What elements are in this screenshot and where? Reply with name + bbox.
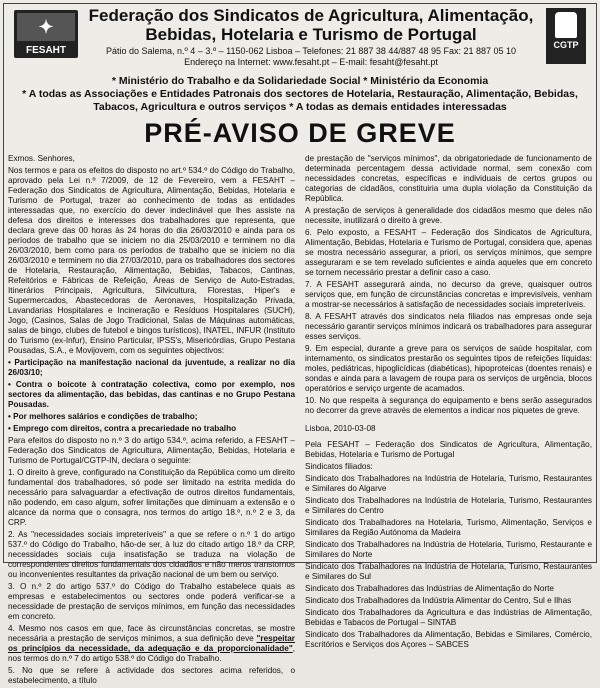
page-border bbox=[3, 3, 597, 563]
paragraph: 8. A FESAHT através dos sindicatos nela filiados nas empresas onde seja necessário garantir serviços mínimos indicará os trabalhadores para assegurar esses serviços. bbox=[305, 312, 592, 341]
organization-address bbox=[86, 46, 536, 68]
affiliate-item: Sindicato dos Trabalhadores na Indústria de Hotelaria, Turismo, Restaurantes e Similares do Centro bbox=[305, 496, 592, 515]
paragraph: 6. Pelo exposto, a FESAHT – Federação dos Sindicatos de Agricultura, Alimentação, Bebidas, Hotelaria e Turismo de Portugal, considera que, apenas se mostra necessário assegurar, a priori, os serviços mínimos, que sempre asseguraram e se tem revelado suficientes e ainda aqueles que em concreto se tornem necessário prestar a definir caso a caso. bbox=[305, 228, 592, 277]
document-title: PRÉ-AVISO DE GREVE bbox=[144, 118, 456, 148]
paragraph: 5. No que se refere à actividade dos sectores acima referidos, o estabelecimento, a título bbox=[8, 666, 295, 685]
objective-item: • Por melhores salários e condições de trabalho; bbox=[8, 412, 198, 421]
affiliate-item: Sindicato dos Trabalhadores das Indústrias de Alimentação do Norte bbox=[305, 584, 554, 593]
addressees-line1: * Ministério do Trabalho e da Solidariedade Social * Ministério da Economia bbox=[111, 75, 489, 87]
affiliate-item: Sindicato dos Trabalhadores na Indústria de Hotelaria, Turismo, Restaurantes e Similares do Sul bbox=[305, 562, 592, 581]
fist-icon bbox=[555, 12, 577, 38]
paragraph: de prestação de "serviços mínimos", da obrigatoriedade de funcionamento de determinada percentagem dessa actividade normal, sem conexão com necessidades concretas, específicas e individuais de certos grupos ou categorias de cidadãos, constituiria uma dupla violação da Constituição da República. bbox=[305, 154, 592, 203]
organization-title-line1: Federação dos Sindicatos de Agricultura, Alimentação, bbox=[88, 6, 534, 25]
addressees-line2: * A todas as Associações e Entidades Patronais dos sectores de Hotelaria, Restauração, Alimentação, Bebidas, bbox=[22, 88, 578, 100]
affiliate-item: Sindicato dos Trabalhadores na Hotelaria, Turismo, Alimentação, Serviços e Similares da Região Autónoma da Madeira bbox=[305, 518, 592, 537]
paragraph-text: , nos termos do n.º 7 do artigo 538.º do Código do Trabalho. bbox=[8, 644, 295, 663]
address-line2: Endereço na Internet: www.fesaht.pt – E-mail: fesaht@fesaht.pt bbox=[184, 57, 438, 67]
paragraph: Nos termos e para os efeitos do disposto no art.º 534.º do Código do Trabalho, aprovado pela Lei n.º 7/2009, de 12 de Fevereiro, vem a FESAHT – Federação dos Sindicatos de Agricultura, Alimentação, Bebidas, Hotelaria e Turismo de Portugal, trazer ao conhecimento de todas as entidades interessadas que, no exercício do dever indeclinável que lhes assiste na defesa dos direitos e interesses dos trabalhadores que representa, que declara greve das 00 horas às 24 horas do dia 26/03/2010 e ainda para os períodos de trabalho que se iniciem no dia 25/03/2010 e terminem no dia 26/03/2010, bem como para os períodos de trabalho que se iniciem no dia 26/03/2010 e terminem no dia 27/03/2010, para os trabalhadores dos sectores de Hotelaria, Restauração, Alimentação, Bebidas, Tabacos, Cantinas, Refeitórios e Fábricas de Refeição, Áreas de Serviço de Auto-Estradas, Itinerários Principais, Agricultura, Silvicultura, Florestas, Hiper's e Supermercados, Abastecedoras de Aeronaves, Hospitalização Privada, Lavandarias Hospitalares e Incineração e Resíduos Hospitalares (SUCH), Jogo, (Casinos, Salas de Jogo Tradicional, Salas de Máquinas automáticas, salas de bingo, clubes de futebol e bingos turísticos), INATEL, INFUR (Instituto do Turismo (ex-Infur), Ensino Particular, IPSS's, Misericórdias, Grupo Pestana Pousadas, S.A., e Movijovem, com os seguintes objectivos: bbox=[8, 166, 295, 355]
affiliate-item: Sindicato dos Trabalhadores da Agricultura e das Indústrias de Alimentação, Bebidas e Tabacos de Portugal – SINTAB bbox=[305, 608, 592, 627]
objective-item: • Participação na manifestação nacional da juventude, a realizar no dia 26/03/10; bbox=[8, 358, 295, 377]
affiliate-item: Sindicato dos Trabalhadores da Alimentação, Bebidas e Similares, Comércio, Escritórios e Serviços dos Açores – SABCES bbox=[305, 630, 592, 649]
paragraph: 1. O direito à greve, configurado na Constituição da República como um direito fundamental dos trabalhadores, só pode ser limitado na estrita medida do necessário para salvaguardar a efectivação de outros direitos fundamentais, não podendo, em caso algum, sofrer limitações que diminuam a extensão e o alcance da norma que o consagra, nos termos do artigo 18.º, n.º 2 e 3, da CRP. bbox=[8, 468, 295, 527]
addressees-line3: Tabacos, Agricultura e outros serviços * A todas as demais entidades interessadas bbox=[93, 101, 507, 113]
date-line: Lisboa, 2010-03-08 bbox=[305, 424, 376, 433]
paragraph: 9. Em especial, durante a greve para os serviços de saúde hospitalar, com internamento, os sindicatos prestarão os seguintes tipos de refeições líquidas: moles, pediátricas, hipoglicídicas (diabéticas), hipoproteicas (doentes renais) e sondas e ainda para a lavagem de roupa para os serviços de urgência, blocos operatórios e serviço urgente de acamados. bbox=[305, 344, 592, 393]
signature-line: Pela FESAHT – Federação dos Sindicatos de Agricultura, Alimentação, Bebidas, Hotelaria e Turismo de Portugal bbox=[305, 440, 592, 459]
paragraph: A prestação de serviços à generalidade dos cidadãos mesmo que deles não necessite, inutilizará o direito à greve. bbox=[305, 206, 592, 225]
fesaht-logo-mark-icon: ✦ bbox=[17, 13, 75, 41]
organization-title bbox=[86, 6, 536, 44]
address-line1: Pátio do Salema, n.º 4 – 3.º – 1150-062 Lisboa – Telefones: 21 887 38 44/887 48 95 Fax: 21 887 05 10 bbox=[105, 46, 517, 56]
emphasized-quote: "respeitar os princípios da necessidade, da adequação e da proporcionalidade" bbox=[8, 634, 295, 653]
paragraph: 2. As "necessidades sociais impreteríveis" a que se refere o n.º 1 do artigo 537.º do Código do Trabalho, hão-de ser, à luz do citado artigo 18.º da CRP, necessidades sociais cuja insatisfação se traduza na violação de correspondentes direitos fundamentais dos cidadãos e não meros transtornos ou inconvenientes resultantes da privação nacional de um bem ou serviço. bbox=[8, 530, 295, 579]
cgtp-logo-text: CGTP bbox=[553, 40, 579, 50]
affiliate-item: Sindicato dos Trabalhadores na Indústria de Hotelaria, Turismo, Restaurantes e Similares do Algarve bbox=[305, 474, 592, 493]
fesaht-logo bbox=[14, 10, 78, 58]
affiliate-item: Sindicato dos Trabalhadores na Indústria de Hotelaria, Turismo, Restaurante e Similares do Norte bbox=[305, 540, 592, 559]
paragraph: Para efeitos do disposto no n.º 3 do artigo 534.º, acima referido, a FESAHT – Federação dos Sindicatos de Agricultura, Alimentação, Bebidas, Hotelaria e Turismo de Portugal/CGTP-IN, declara o seguinte: bbox=[8, 436, 295, 465]
objective-item: • Contra o boicote à contratação colectiva, como por exemplo, nos sectores da alimentação, das bebidas, das cantinas e no Grupo Pestana Pousadas. bbox=[8, 380, 295, 409]
affiliate-item: Sindicato dos Trabalhadores da Indústria Alimentar do Centro, Sul e Ilhas bbox=[305, 596, 572, 605]
greeting: Exmos. Senhores, bbox=[8, 154, 75, 163]
paragraph: 7. A FESAHT assegurará ainda, no decurso da greve, quaisquer outros serviços que, em função de circunstâncias concretas e imprevisíveis, venham a mostrar-se necessários à satisfação de necessidades sociais impreteríveis. bbox=[305, 280, 592, 309]
paragraph bbox=[8, 624, 295, 664]
letterhead bbox=[8, 4, 592, 74]
affiliates-title: Sindicatos filiados: bbox=[305, 462, 373, 471]
fesaht-logo-text: FESAHT bbox=[26, 45, 66, 56]
organization-title-line2: Bebidas, Hotelaria e Turismo de Portugal bbox=[145, 25, 477, 44]
cgtp-logo bbox=[546, 8, 586, 64]
paragraph-text: 4. Mesmo nos casos em que, face às circunstâncias concretas, se mostre necessária a prestação de serviços mínimos, a sua definição deve bbox=[8, 624, 295, 643]
paragraph: 10. No que respeita à segurança do equipamento e bens serão assegurados no decorrer da greve através de elementos a indicar nos piquetes de greve. bbox=[305, 396, 592, 415]
objective-item: • Emprego com direitos, contra a precariedade no trabalho bbox=[8, 424, 237, 433]
paragraph: 3. O n.º 2 do artigo 537.º do Código do Trabalho estabelece quais as empresas e estabelecimentos ou sectores onde poderá verificar-se a necessidade de prestação de serviços mínimos, em função das necessidades em concreto. bbox=[8, 582, 295, 621]
